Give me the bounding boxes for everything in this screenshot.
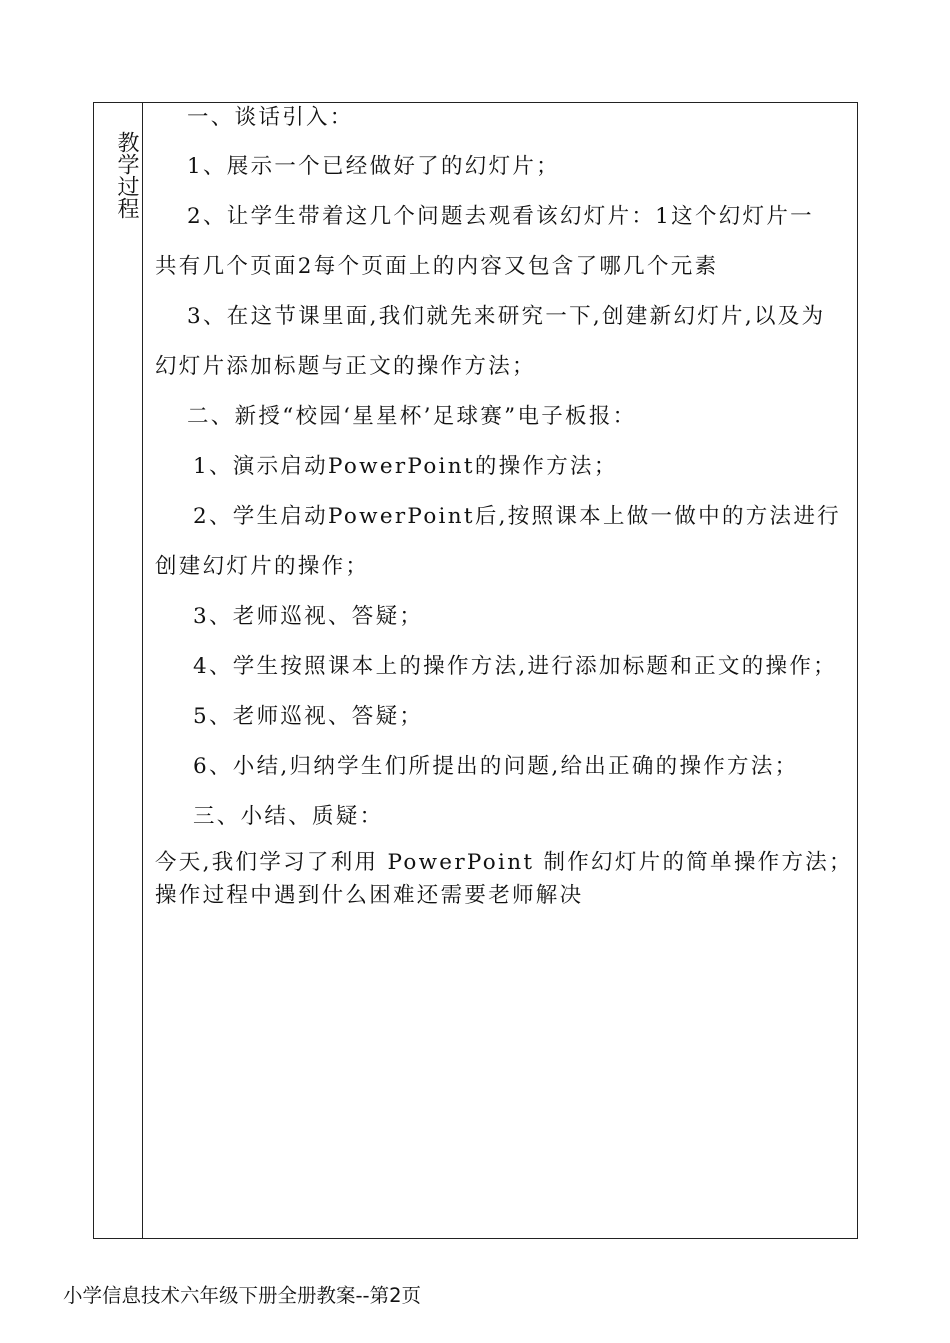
content-line: 1、展示一个已经做好了的幻灯片； (187, 154, 560, 179)
content-line: 5、老师巡视、答疑； (193, 704, 424, 729)
content-line: 6、小结,归纳学生们所提出的问题,给出正确的操作方法； (193, 754, 799, 779)
content-line: 今天,我们学习了利用 PowerPoint 制作幻灯片的简单操作方法； (155, 850, 853, 875)
content-line: 2、让学生带着这几个问题去观看该幻灯片：1这个幻灯片一 (187, 204, 814, 229)
content-line: 3、在这节课里面,我们就先来研究一下,创建新幻灯片,以及为 (187, 304, 826, 329)
section-label: 教学过程 (114, 131, 139, 219)
content-line: 共有几个页面2每个页面上的内容又包含了哪几个元素 (155, 254, 719, 279)
content-line: 幻灯片添加标题与正文的操作方法； (155, 354, 536, 379)
section-label-cell (94, 103, 143, 1238)
content-line: 2、学生启动PowerPoint后,按照课本上做一做中的方法进行 (193, 504, 841, 529)
content-line: 1、演示启动PowerPoint的操作方法； (193, 454, 618, 479)
content-line: 操作过程中遇到什么困难还需要老师解决 (155, 883, 584, 908)
content-line: 4、学生按照课本上的操作方法,进行添加标题和正文的操作； (193, 654, 837, 679)
content-line: 3、老师巡视、答疑； (193, 604, 424, 629)
content-line: 二、新授“校园‘星星杯’足球赛”电子板报： (187, 404, 637, 429)
page-footer: 小学信息技术六年级下册全册教案--第2页 (63, 1284, 421, 1307)
content-line: 创建幻灯片的操作； (155, 554, 370, 579)
content-line: 三、小结、质疑： (193, 804, 384, 829)
content-cell (143, 103, 857, 1238)
lesson-table (93, 102, 858, 1239)
content-line: 一、谈话引入： (187, 105, 354, 130)
